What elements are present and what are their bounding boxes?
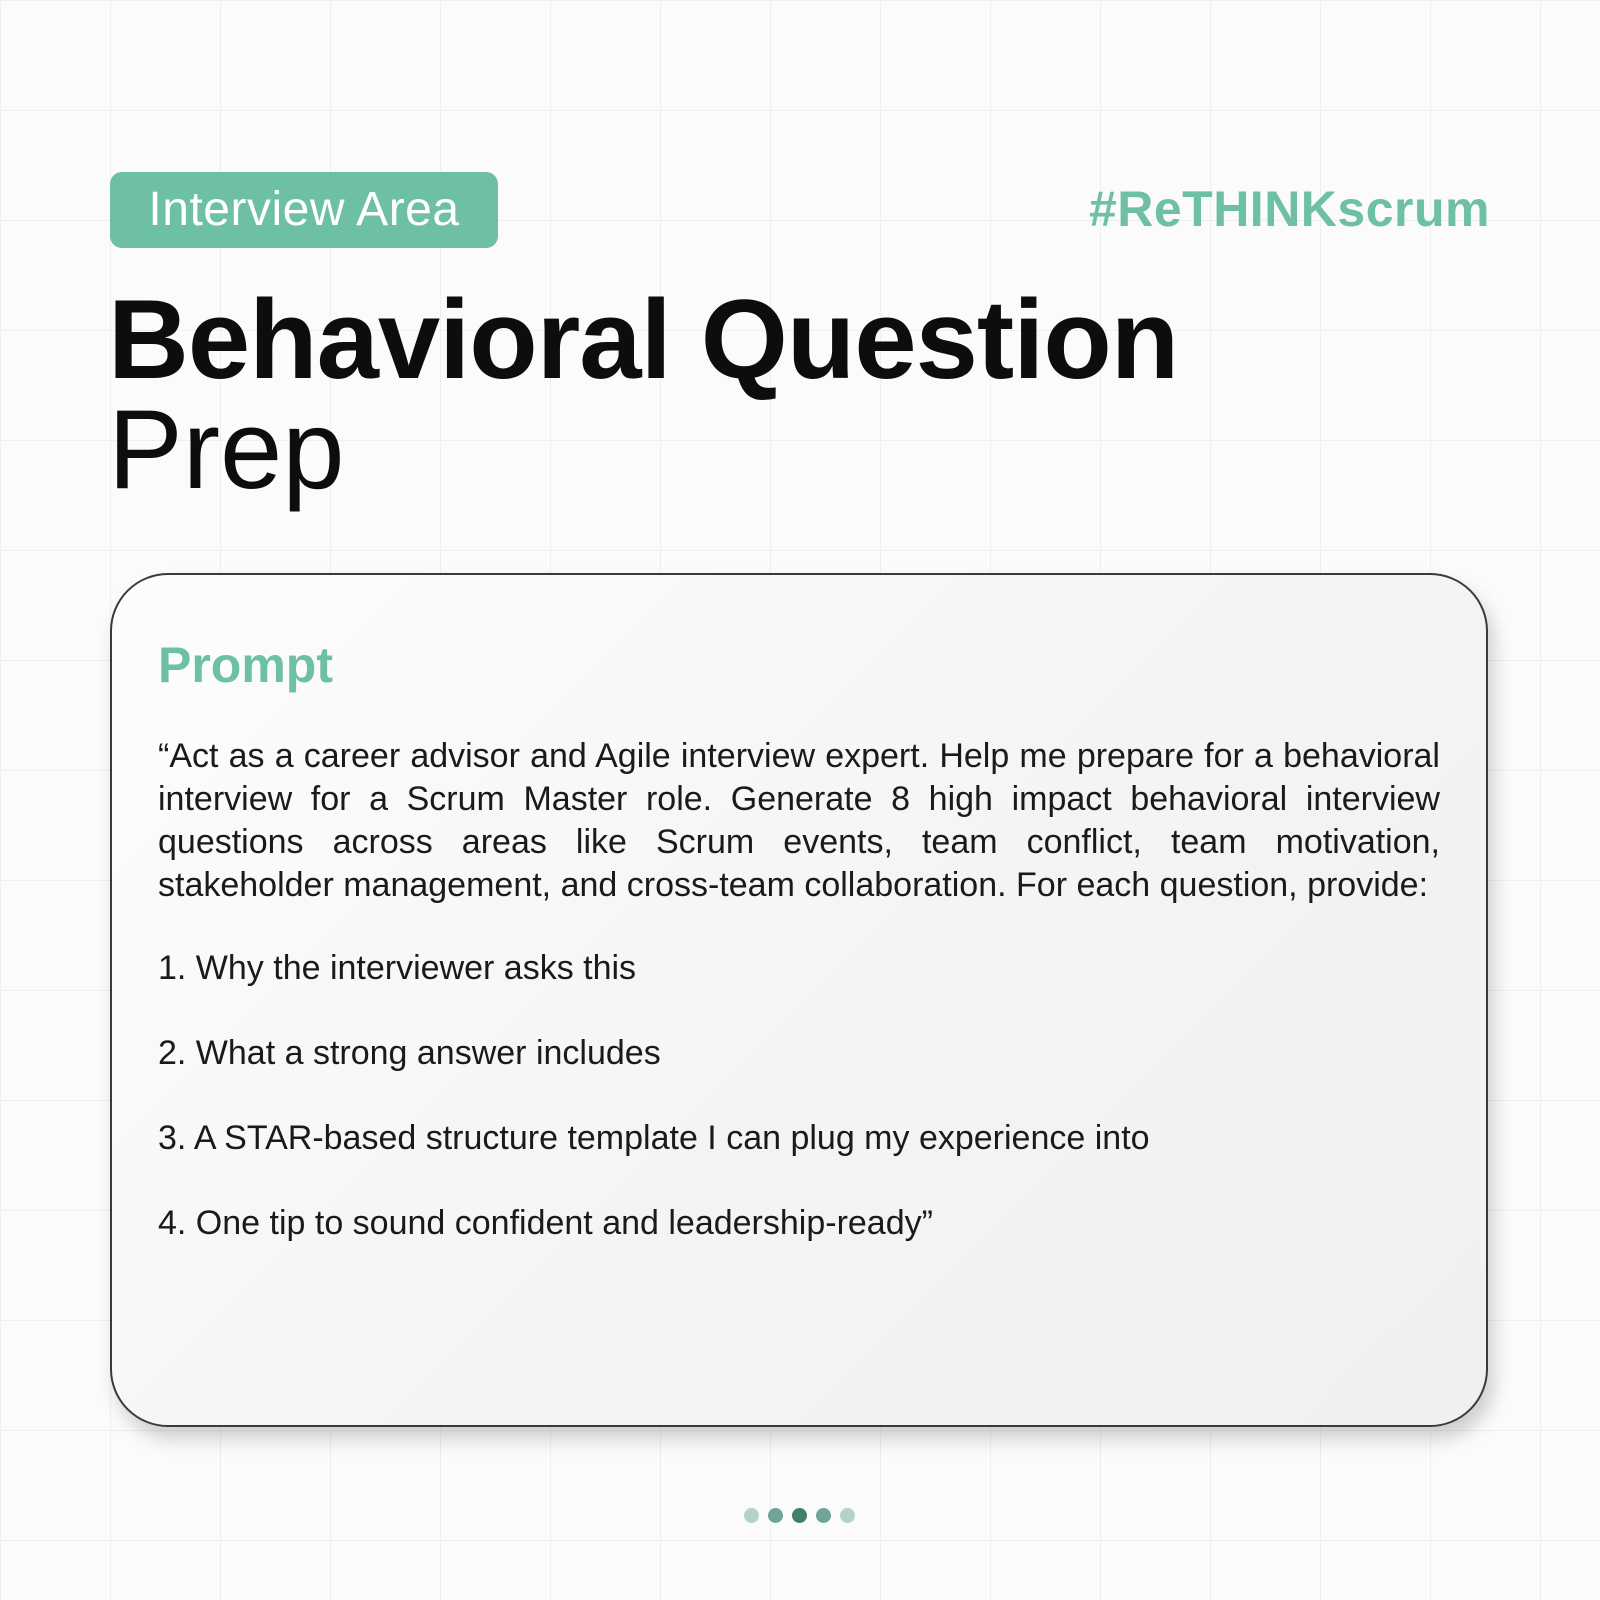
step-item: 4. One tip to sound confident and leadership-ready”: [158, 1204, 933, 1242]
pagination-dot[interactable]: [840, 1508, 855, 1523]
page-subtitle: Prep: [108, 387, 345, 512]
prompt-steps: [158, 947, 1440, 1245]
pagination-dot[interactable]: [816, 1508, 831, 1523]
prompt-heading: Prompt: [158, 637, 333, 693]
step-item: 1. Why the interviewer asks this: [158, 949, 637, 987]
pagination-dot[interactable]: [768, 1508, 783, 1523]
step-item: 2. What a strong answer includes: [158, 1034, 661, 1072]
category-tag: Interview Area: [110, 172, 498, 248]
pagination-dot-active[interactable]: [792, 1508, 807, 1523]
hashtag: #ReTHINKscrum: [1088, 181, 1490, 237]
prompt-card: [110, 573, 1488, 1427]
page-title: Behavioral Question: [108, 277, 1179, 402]
pagination-dot[interactable]: [744, 1508, 759, 1523]
prompt-body: “Act as a career advisor and Agile interview expert. Help me prepare for a behavioral interview for a Scrum Master role. Generate 8 high impact behavioral interview questions across areas like Scrum events, team conflict, team motivation, stakeholder management, and cross-team collaboration. For each question, provide:: [158, 737, 1440, 904]
step-item: 3. A STAR-based structure template I can plug my experience into: [158, 1119, 1150, 1157]
pagination-dots: [744, 1508, 855, 1524]
